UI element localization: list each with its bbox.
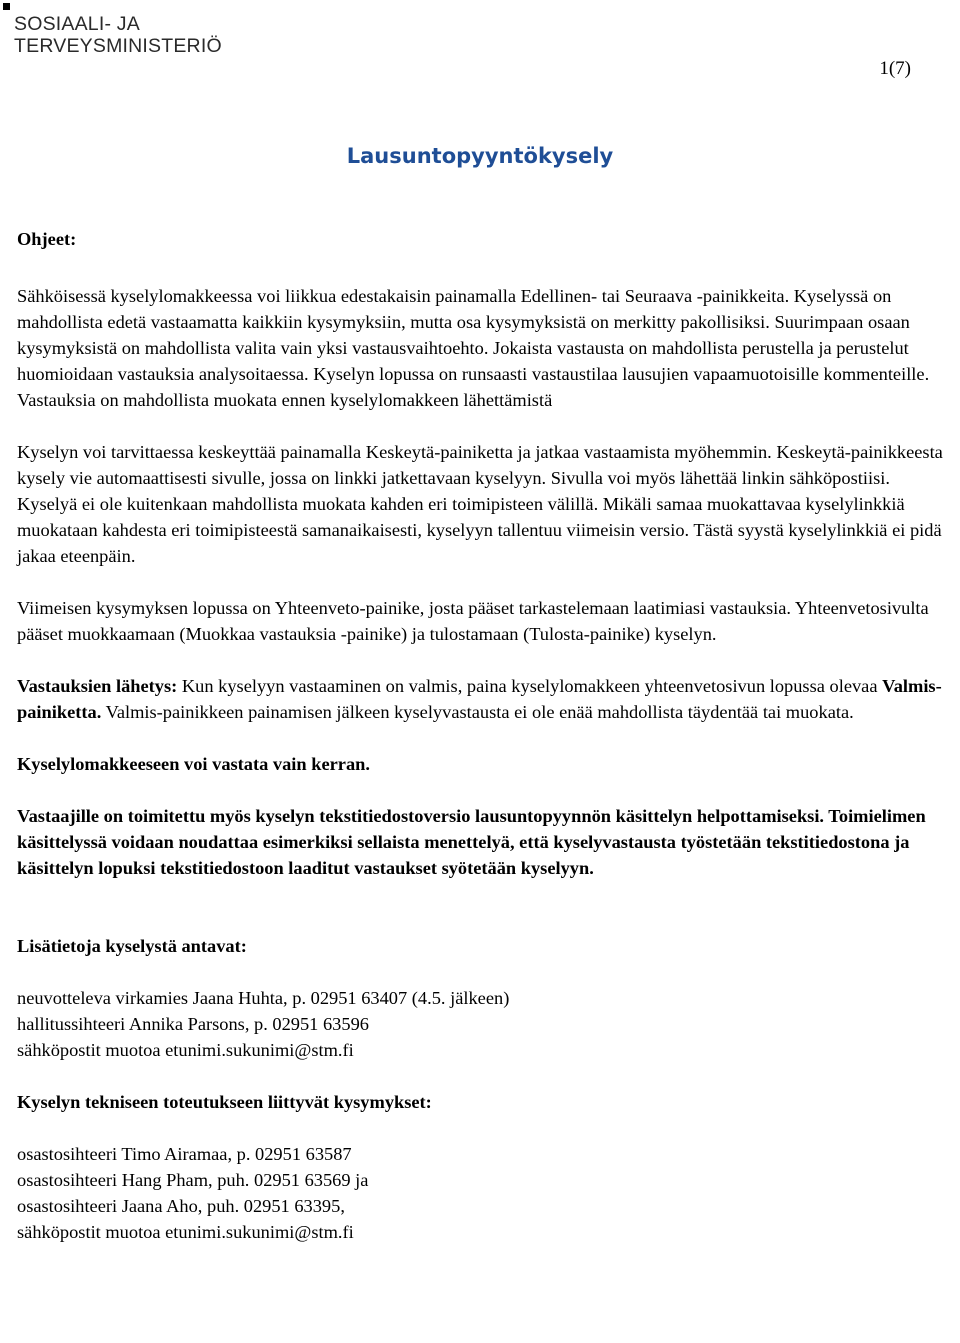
corner-mark: [3, 3, 10, 10]
document-body: [17, 226, 952, 1245]
ministry-logo: [14, 13, 222, 57]
page-number: 1(7): [879, 58, 911, 79]
submission-text-b: Valmis-painikkeen painamisen jälkeen kyselyvastausta ei ole enää mahdollista täydentää tai muokata.: [101, 702, 854, 722]
technical-line-1: osastosihteeri Timo Airamaa, p. 02951 63587: [17, 1144, 352, 1164]
submission-label: Vastauksien lähetys:: [17, 676, 178, 696]
technical-heading: Kyselyn tekniseen toteutukseen liittyvät kysymykset:: [17, 1092, 432, 1112]
contacts-heading: Lisätietoja kyselystä antavat:: [17, 936, 247, 956]
instructions-paragraph-3: Viimeisen kysymyksen lopussa on Yhteenveto-painike, josta pääset tarkastelemaan laatimiasi vastauksia. Yhteenvetosivulta pääset muokkaamaan (Muokkaa vastauksia -painike) ja tulostamaan (Tulosta-painike) kyselyn.: [17, 598, 929, 644]
logo-line-2: TERVEYSMINISTERIÖ: [14, 35, 222, 57]
contact-line-3: sähköpostit muotoa etunimi.sukunimi@stm.fi: [17, 1040, 354, 1060]
contact-line-2: hallitussihteeri Annika Parsons, p. 02951 63596: [17, 1014, 369, 1034]
instructions-paragraph-2: Kyselyn voi tarvittaessa keskeyttää painamalla Keskeytä-painiketta ja jatkaa vastaamista myöhemmin. Keskeytä-painikkeesta kysely vie automaattisesti sivulle, jossa on linkki jatkettavaan kyselyyn. Sivulla voi myös lähettää linkin sähköpostiisi. Kyselyä ei ole kuitenkaan mahdollista muokata kahden eri toimipisteen välillä. Mikäli samaa muokattavaa kyselylinkkiä muokataan kahdesta eri toimipisteestä samanaikaisesti, kyselyyn tallentuu viimeisin versio. Tästä syystä kyselylinkkiä ei pidä jakaa eteenpäin.: [17, 442, 943, 566]
instructions-paragraph-1: Sähköisessä kyselylomakkeessa voi liikkua edestakaisin painamalla Edellinen- tai Seuraava -painikkeita. Kyselyssä on mahdollista edetä vastaamatta kaikkiin kysymyksiin, mutta osa kysymyksistä on merkitty pakollisiksi. Suurimpaan osaan kysymyksistä on mahdollista valita vain yksi vastausvaihtoehto. Jokaista vastausta on mahdollista perustella ja perustelut huomioidaan vastauksia analysoitaessa. Kyselyn lopussa on runsaasti vastaustilaa lausujien vapaamuotoisille kommenteille. Vastauksia on mahdollista muokata ennen kyselylomakkeen lähettämistä: [17, 286, 930, 410]
page-title: Lausuntopyyntökysely: [346, 144, 614, 168]
instructions-paragraph-4: [17, 673, 952, 725]
technical-line-2: osastosihteeri Hang Pham, puh. 02951 63569 ja: [17, 1170, 369, 1190]
logo-line-1: SOSIAALI- JA: [14, 13, 140, 35]
instructions-paragraph-5: Kyselylomakkeeseen voi vastata vain kerran.: [17, 754, 370, 774]
submission-text-a: Kun kyselyyn vastaaminen on valmis, paina kyselylomakkeen yhteenvetosivun lopussa olevaa: [177, 676, 883, 696]
submission-bold: Valmis-painiketta.: [17, 676, 942, 722]
instructions-paragraph-6: Vastaajille on toimitettu myös kyselyn tekstitiedostoversio lausuntopyynnön käsittelyn helpottamiseksi. Toimielimen käsittelyssä voidaan noudattaa esimerkiksi sellaista menettelyä, että kyselyvastausta työstetään tekstitiedostona ja käsittelyn lopuksi tekstitiedostoon laaditut vastaukset syötetään kyselyyn.: [17, 806, 926, 878]
technical-line-4: sähköpostit muotoa etunimi.sukunimi@stm.fi: [17, 1222, 354, 1242]
instructions-heading: Ohjeet:: [17, 229, 77, 249]
contact-line-1: neuvotteleva virkamies Jaana Huhta, p. 02951 63407 (4.5. jälkeen): [17, 988, 510, 1008]
technical-line-3: osastosihteeri Jaana Aho, puh. 02951 63395,: [17, 1196, 345, 1216]
